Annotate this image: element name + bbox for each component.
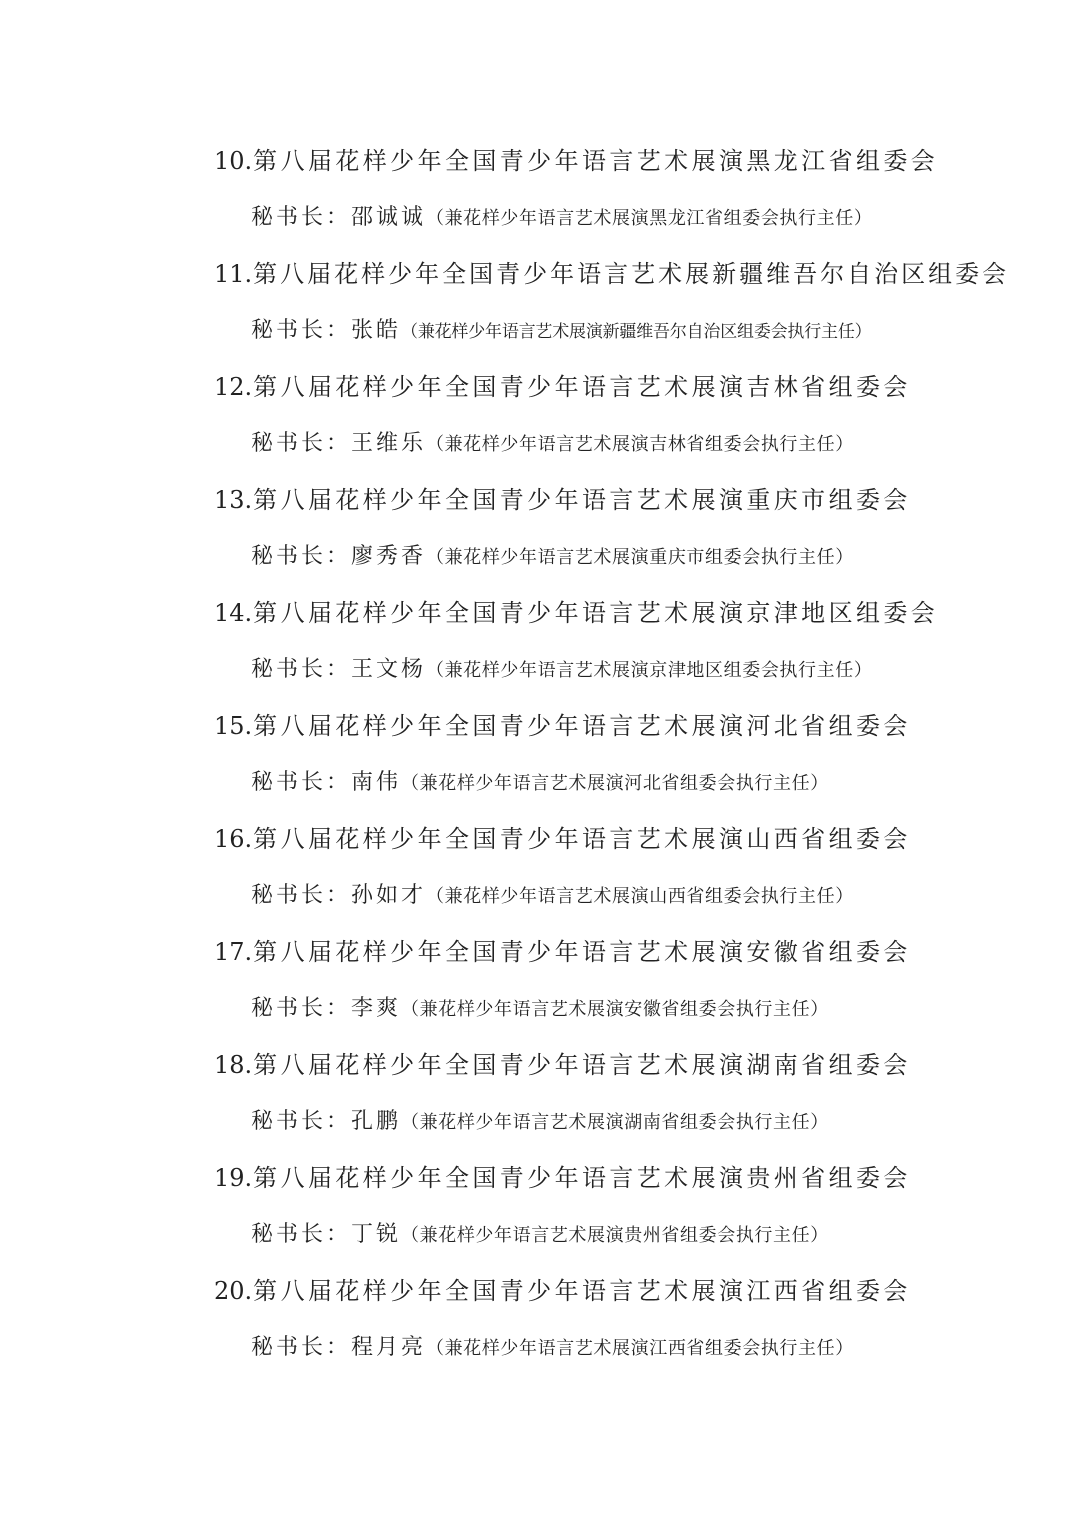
item-number: 10. bbox=[214, 147, 253, 175]
person-name: 丁锐 bbox=[351, 1222, 402, 1247]
secretary-general-line bbox=[251, 650, 872, 690]
role-label: 秘书长： bbox=[251, 657, 352, 682]
list-item bbox=[214, 480, 1054, 593]
list-item bbox=[214, 593, 1054, 706]
role-note: （兼花样少年语言艺术展演京津地区组委会执行主任） bbox=[426, 660, 873, 681]
secretary-general-line bbox=[251, 876, 854, 916]
role-note: （兼花样少年语言艺术展演安徽省组委会执行主任） bbox=[401, 999, 829, 1020]
committee-name bbox=[214, 1045, 911, 1085]
role-label: 秘书长： bbox=[251, 431, 352, 456]
item-number: 17. bbox=[214, 938, 253, 966]
committee-title: 第八届花样少年全国青少年语言艺术展演重庆市组委会 bbox=[253, 486, 911, 514]
role-label: 秘书长： bbox=[251, 996, 352, 1021]
committee-name bbox=[214, 480, 911, 520]
committee-title: 第八届花样少年全国青少年语言艺术展演河北省组委会 bbox=[253, 712, 911, 740]
committee-name bbox=[214, 254, 1009, 294]
person-name: 张皓 bbox=[351, 318, 402, 343]
role-label: 秘书长： bbox=[251, 205, 352, 230]
committee-name bbox=[214, 593, 938, 633]
person-name: 李爽 bbox=[351, 996, 402, 1021]
list-item bbox=[214, 141, 1054, 254]
committee-title: 第八届花样少年全国青少年语言艺术展演吉林省组委会 bbox=[253, 373, 911, 401]
list-item bbox=[214, 706, 1054, 819]
person-name: 王维乐 bbox=[351, 431, 427, 456]
item-number: 13. bbox=[214, 486, 253, 514]
item-number: 19. bbox=[214, 1164, 253, 1192]
role-note: （兼花样少年语言艺术展演重庆市组委会执行主任） bbox=[426, 547, 854, 568]
person-name: 孔鹏 bbox=[351, 1109, 402, 1134]
list-item bbox=[214, 1045, 1054, 1158]
committee-name bbox=[214, 706, 911, 746]
person-name: 王文杨 bbox=[351, 657, 427, 682]
role-label: 秘书长： bbox=[251, 544, 352, 569]
committee-title: 第八届花样少年全国青少年语言艺术展演京津地区组委会 bbox=[253, 599, 939, 627]
committee-name bbox=[214, 932, 911, 972]
committee-title: 第八届花样少年全国青少年语言艺术展演湖南省组委会 bbox=[253, 1051, 911, 1079]
secretary-general-line bbox=[251, 311, 871, 351]
person-name: 孙如才 bbox=[351, 883, 427, 908]
committee-title: 第八届花样少年全国青少年语言艺术展演江西省组委会 bbox=[253, 1277, 911, 1305]
committee-title: 第八届花样少年全国青少年语言艺术展演安徽省组委会 bbox=[253, 938, 911, 966]
role-note: （兼花样少年语言艺术展演吉林省组委会执行主任） bbox=[426, 434, 854, 455]
role-label: 秘书长： bbox=[251, 1222, 352, 1247]
secretary-general-line bbox=[251, 1102, 829, 1142]
list-item bbox=[214, 1158, 1054, 1271]
committee-name bbox=[214, 1271, 911, 1311]
item-number: 15. bbox=[214, 712, 253, 740]
committee-name bbox=[214, 367, 911, 407]
secretary-general-line bbox=[251, 1328, 854, 1368]
list-item bbox=[214, 254, 1054, 367]
committee-title: 第八届花样少年全国青少年语言艺术展演山西省组委会 bbox=[253, 825, 911, 853]
role-note: （兼花样少年语言艺术展演河北省组委会执行主任） bbox=[401, 773, 829, 794]
item-number: 20. bbox=[214, 1277, 253, 1305]
secretary-general-line bbox=[251, 198, 872, 238]
person-name: 程月亮 bbox=[351, 1335, 427, 1360]
role-label: 秘书长： bbox=[251, 770, 352, 795]
role-label: 秘书长： bbox=[251, 883, 352, 908]
item-number: 16. bbox=[214, 825, 253, 853]
committee-title: 第八届花样少年全国青少年语言艺术展演黑龙江省组委会 bbox=[253, 147, 939, 175]
committee-name bbox=[214, 141, 938, 181]
item-number: 12. bbox=[214, 373, 253, 401]
person-name: 廖秀香 bbox=[351, 544, 427, 569]
secretary-general-line bbox=[251, 424, 854, 464]
person-name: 邵诚诚 bbox=[351, 205, 427, 230]
list-item bbox=[214, 819, 1054, 932]
item-number: 18. bbox=[214, 1051, 253, 1079]
list-item bbox=[214, 367, 1054, 480]
role-note: （兼花样少年语言艺术展演江西省组委会执行主任） bbox=[426, 1338, 854, 1359]
committee-title: 第八届花样少年全国青少年语言艺术展新疆维吾尔自治区组委会 bbox=[253, 260, 1010, 288]
secretary-general-line bbox=[251, 763, 829, 803]
role-note: （兼花样少年语言艺术展演湖南省组委会执行主任） bbox=[401, 1112, 829, 1133]
list-item bbox=[214, 1271, 1054, 1384]
committee-name bbox=[214, 1158, 911, 1198]
role-label: 秘书长： bbox=[251, 1109, 352, 1134]
secretary-general-line bbox=[251, 537, 854, 577]
item-number: 14. bbox=[214, 599, 253, 627]
role-label: 秘书长： bbox=[251, 1335, 352, 1360]
committee-name bbox=[214, 819, 911, 859]
secretary-general-line bbox=[251, 989, 829, 1029]
list-item bbox=[214, 932, 1054, 1045]
role-note: （兼花样少年语言艺术展演黑龙江省组委会执行主任） bbox=[426, 208, 873, 229]
item-number: 11. bbox=[214, 260, 253, 288]
role-note: （兼花样少年语言艺术展演山西省组委会执行主任） bbox=[426, 886, 854, 907]
role-label: 秘书长： bbox=[251, 318, 352, 343]
secretary-general-line bbox=[251, 1215, 829, 1255]
committee-title: 第八届花样少年全国青少年语言艺术展演贵州省组委会 bbox=[253, 1164, 911, 1192]
role-note: （兼花样少年语言艺术展演贵州省组委会执行主任） bbox=[401, 1225, 829, 1246]
person-name: 南伟 bbox=[351, 770, 402, 795]
committee-list bbox=[214, 141, 1054, 1384]
role-note: （兼花样少年语言艺术展演新疆维吾尔自治区组委会执行主任） bbox=[401, 322, 872, 342]
